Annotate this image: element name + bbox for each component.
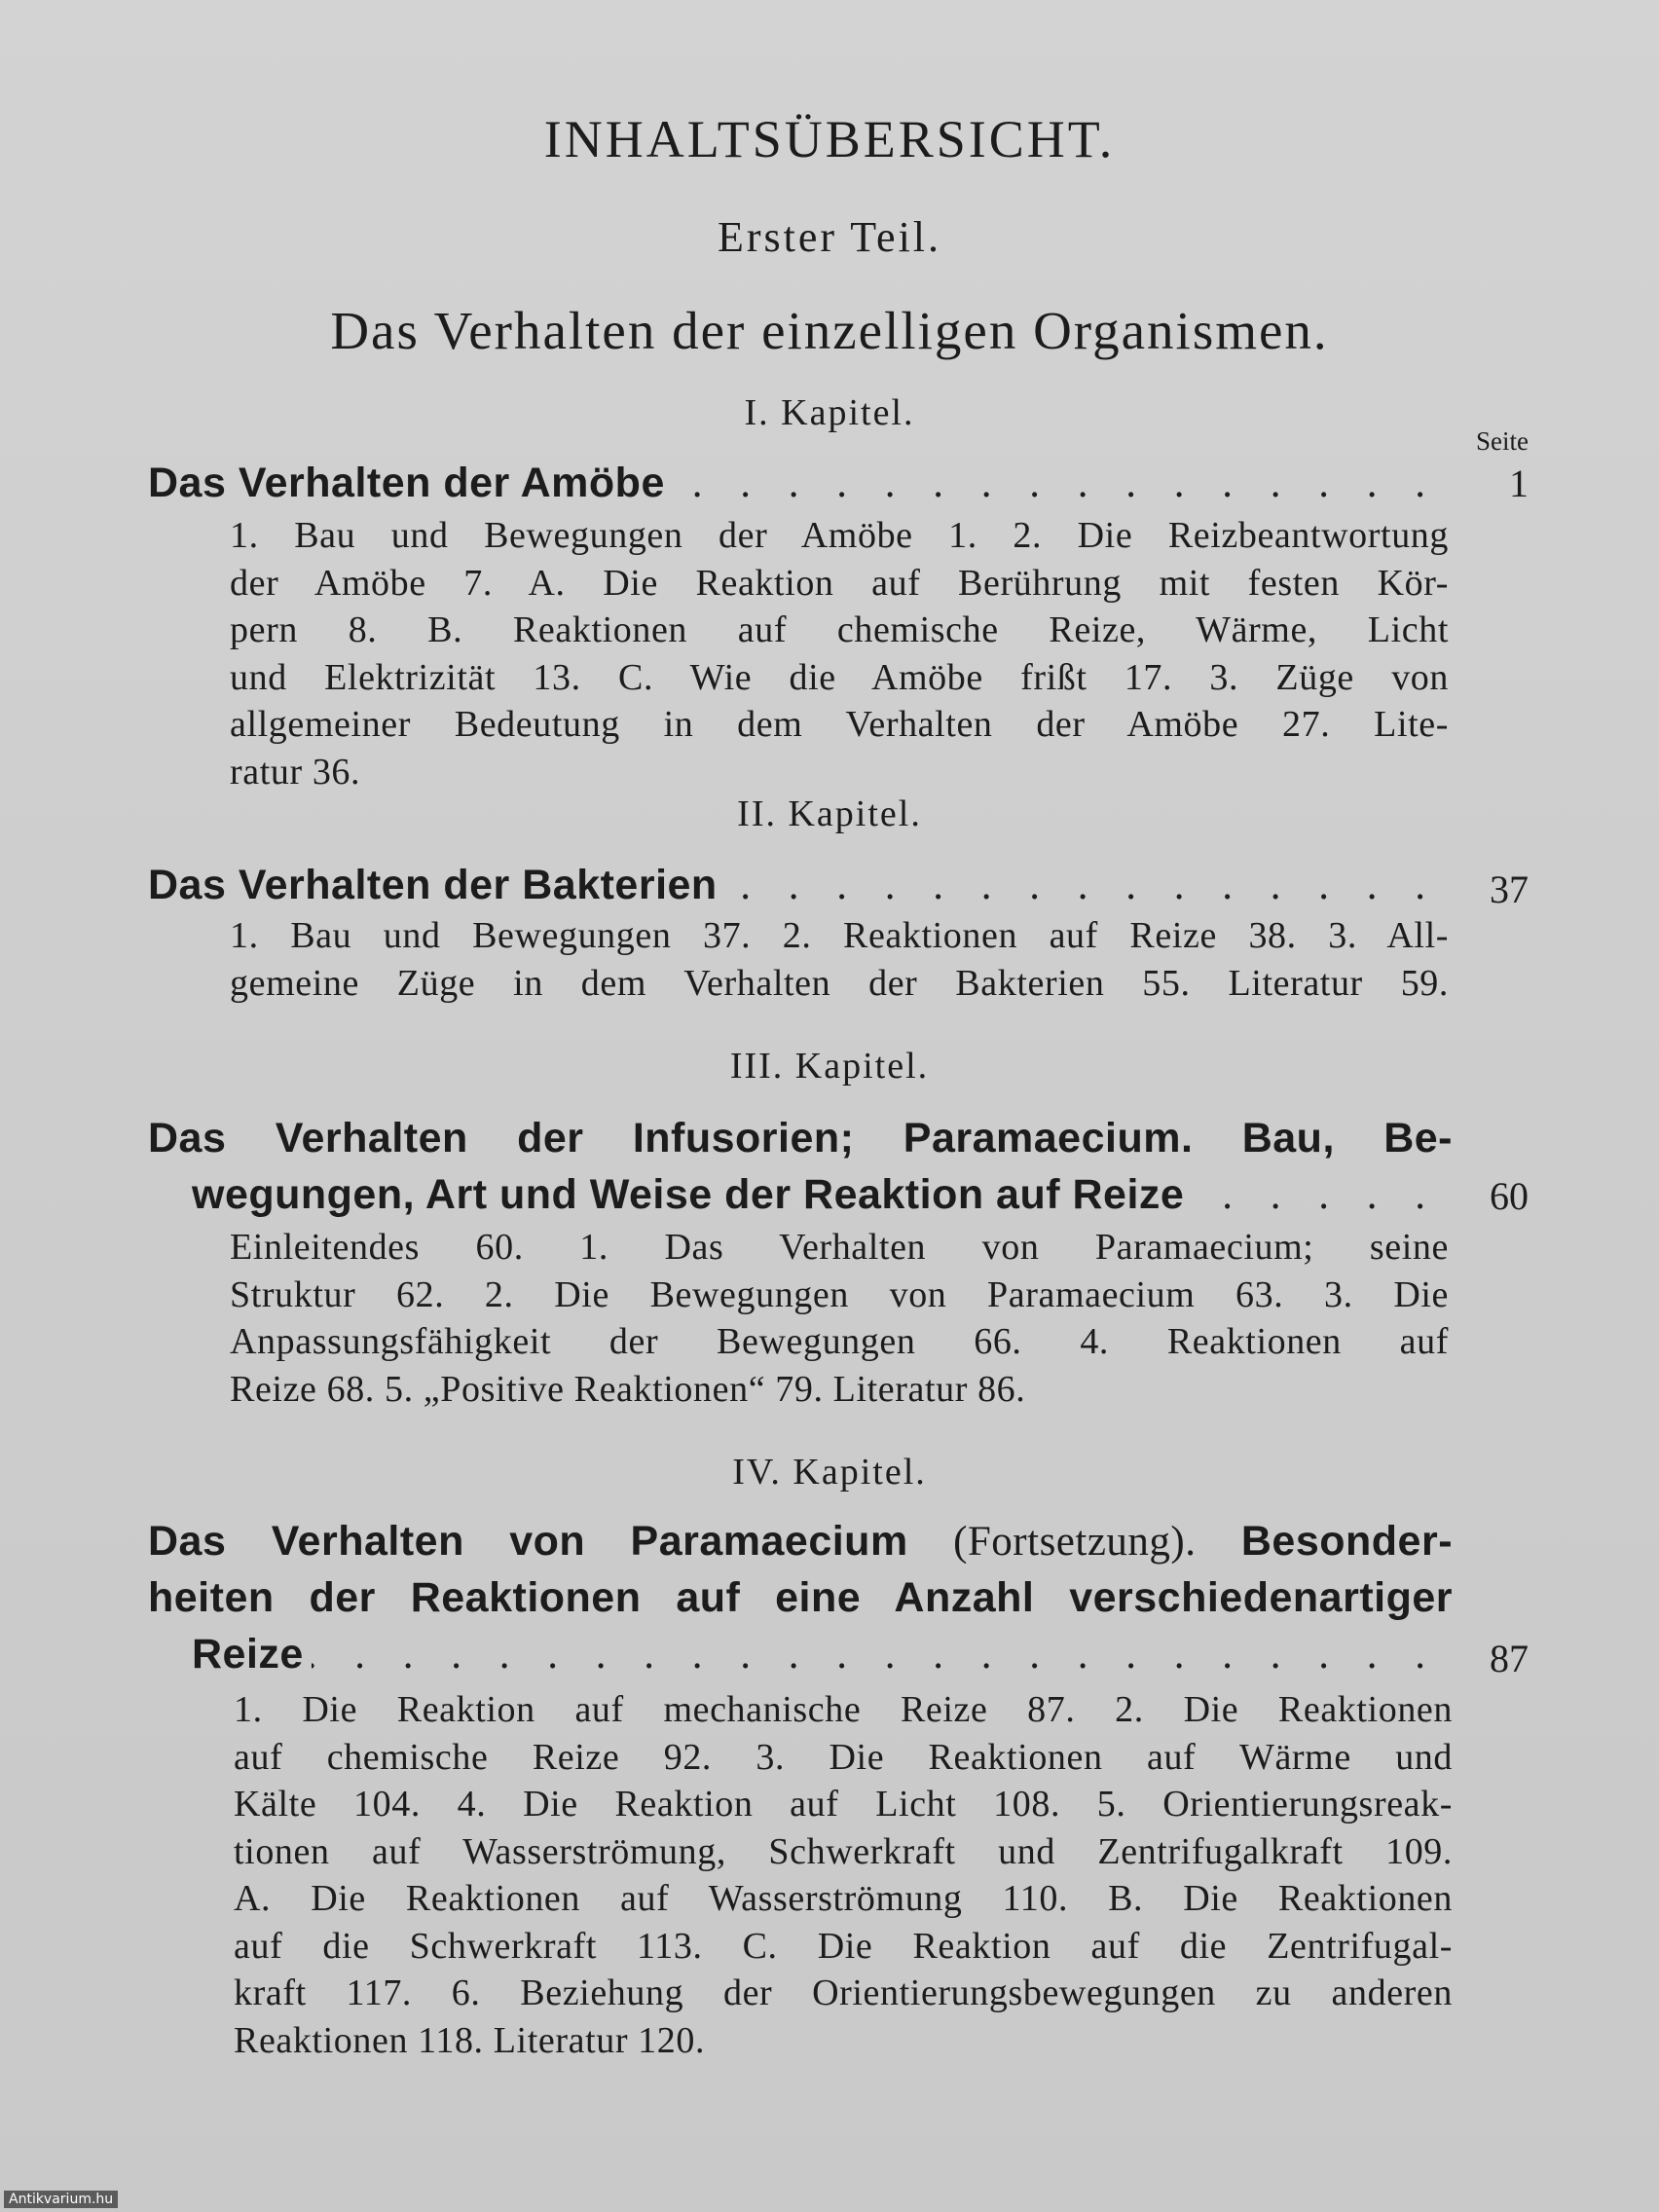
chapter-title-continued: heiten der Reaktionen auf eine Anzahl verschiedenartiger [148,1574,1453,1621]
page-title: INHALTSÜBERSICHT. [543,110,1116,168]
chapter-page-number: 60 [1490,1174,1529,1218]
contents-line: Einleitendes 60. 1. Das Verhalten von Paramaecium; seine [230,1227,1449,1268]
contents-line: der Amöbe 7. A. Die Reaktion auf Berührung mit festen Kör- [230,562,1449,604]
page-column-label: Seite [1476,426,1529,456]
chapter-heading [148,1513,1453,1682]
chapter-page-number: 37 [1490,867,1529,911]
leader-dots [312,1627,1439,1683]
contents-line: auf die Schwerkraft 113. C. Die Reaktion auf die Zentrifugal- [234,1925,1453,1967]
leader-dots [673,456,1439,512]
contents-line: gemeine Züge in dem Verhalten der Bakterien 55. Literatur 59. [230,962,1449,1004]
contents-line: 1. Die Reaktion auf mechanische Reize 87. 2. Die Reaktionen [234,1689,1453,1730]
contents-line: allgemeiner Bedeutung in dem Verhalten der Amöbe 27. Lite- [230,704,1449,745]
contents-line: ratur 36. [230,751,361,793]
chapter-title: Das Verhalten der Amöbe [148,460,665,506]
chapter-contents [230,912,1449,1007]
leader-dots [1192,1167,1439,1224]
contents-line: pern 8. B. Reaktionen auf chemische Reize, Wärme, Licht [230,609,1449,650]
contents-line: kraft 117. 6. Beziehung der Orientierungsbewegungen zu anderen [234,1972,1453,2013]
chapter-title: Das Verhalten von Paramaecium [148,1518,908,1565]
chapter-page-number: 1 [1509,461,1529,505]
chapter-title-continued: wegungen, Art und Weise der Reaktion auf Reize [192,1171,1185,1218]
contents-line: A. Die Reaktionen auf Wasserströmung 110. B. Die Reaktionen [234,1878,1453,1919]
chapter-title-cont: Besonder- [1240,1518,1454,1565]
chapter-label: I. Kapitel. [744,392,915,433]
leader-dots [725,858,1439,914]
chapter-contents [234,1686,1453,2064]
chapter-label: IV. Kapitel. [732,1452,927,1493]
contents-line: Anpassungsfähigkeit der Bewegungen 66. 4. Reaktionen auf [230,1321,1449,1362]
chapter-title: Das Verhalten der Bakterien [148,862,718,908]
contents-line: Reaktionen 118. Literatur 120. [234,2019,706,2061]
contents-line: und Elektrizität 13. C. Wie die Amöbe frißt 17. 3. Züge von [230,656,1449,698]
chapter-title-end: Reize [192,1631,304,1677]
chapter-contents [230,512,1449,795]
chapter-contents [230,1224,1449,1413]
contents-line: 1. Bau und Bewegungen 37. 2. Reaktionen auf Reize 38. 3. All- [230,915,1449,956]
contents-line: Kälte 104. 4. Die Reaktion auf Licht 108. 5. Orientierungsreak- [234,1784,1453,1825]
chapter-page-number: 87 [1490,1637,1529,1680]
watermark: Antikvarium.hu [4,2191,118,2208]
chapter-heading [148,857,1453,913]
part-subtitle: Das Verhalten der einzelligen Organismen. [330,301,1329,360]
chapter-label: III. Kapitel. [729,1046,930,1087]
part-heading: Erster Teil. [717,213,942,261]
contents-line: auf chemische Reize 92. 3. Die Reaktionen auf Wärme und [234,1736,1453,1778]
chapter-title-line [148,1513,1453,1569]
chapter-title: Das Verhalten der Infusorien; Paramaecium. Bau, Be- [148,1115,1453,1161]
contents-line: Reize 68. 5. „Positive Reaktionen“ 79. Literatur 86. [230,1368,1026,1410]
chapter-heading [148,1110,1453,1223]
chapter-title-note: (Fortsetzung). [953,1519,1197,1565]
chapter-label: II. Kapitel. [737,793,922,834]
contents-line: Struktur 62. 2. Die Bewegungen von Paramaecium 63. 3. Die [230,1273,1449,1315]
contents-line: 1. Bau und Bewegungen der Amöbe 1. 2. Die Reizbeantwortung [230,515,1449,556]
chapter-heading [148,455,1453,511]
contents-line: tionen auf Wasserströmung, Schwerkraft und Zentrifugalkraft 109. [234,1830,1453,1872]
